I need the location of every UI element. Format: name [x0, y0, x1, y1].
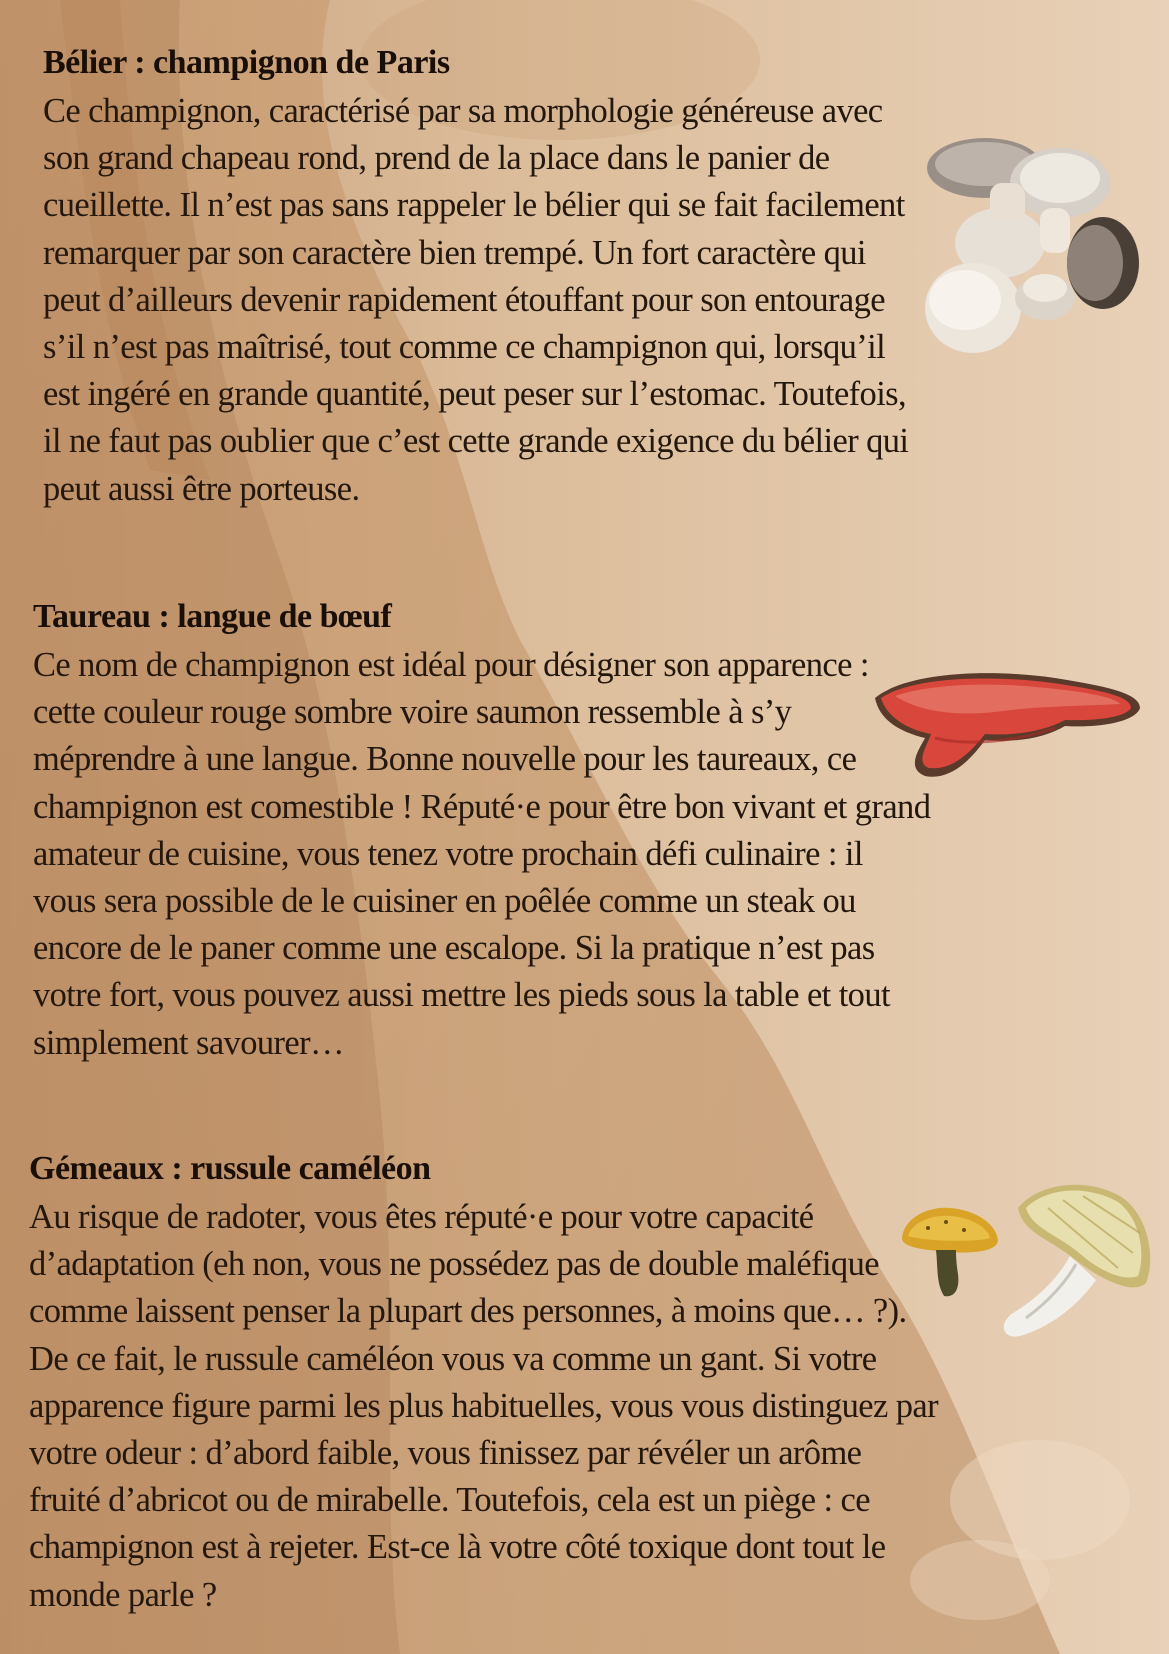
russula-illustration	[898, 1178, 1153, 1344]
section-belier	[43, 40, 923, 513]
section-title: Gémeaux : russule caméléon	[29, 1150, 431, 1187]
section-title: Taureau : langue de bœuf	[33, 598, 392, 635]
section-text: Au risque de radoter, vous êtes réputé·e pour votre capacité d’adaptation (eh non, vous ne possédez pas de double maléfique comme laissent penser la plupart des personnes, à moins que… ?). De ce fait, le russule caméléon vous va comme un gant. Si votre apparence figure parmi les plus habituelles, vous vous distinguez par votre odeur : d’abord faible, vous finissez par révéler un arôme fruité d’abricot ou de mirabelle. Toutefois, cela est un piège : ce champignon est à rejeter. Est-ce là votre côté toxique dont tout le monde parle ?	[29, 1198, 939, 1614]
section-text: Ce champignon, caractérisé par sa morphologie généreuse avec son grand chapeau rond, prend de la place dans le panier de cueillette. Il n’est pas sans rappeler le bélier qui se fait facilement remarquer par son caractère bien trempé. Un fort caractère qui peut d’ailleurs devenir rapidement étouffant pour son entourage s’il n’est pas maîtrisé, tout comme ce champignon qui, lorsqu’il est ingéré en grande quantité, peut peser sur l’estomac. Toutefois, il ne faut pas oublier que c’est cette grande exigence du bélier qui peut aussi être porteuse.	[43, 92, 909, 508]
button-mushrooms-illustration	[925, 128, 1140, 358]
beefsteak-fungus-illustration	[865, 668, 1145, 783]
section-taureau	[33, 594, 933, 1067]
section-text: Ce nom de champignon est idéal pour désigner son apparence : cette couleur rouge sombre voire saumon ressemble à s’y méprendre à une langue. Bonne nouvelle pour les taureaux, ce champignon est comestible ! Réputé·e pour être bon vivant et grand amateur de cuisine, vous tenez votre prochain défi culinaire : il vous sera possible de le cuisiner en poêlée comme un steak ou encore de le paner comme une escalope. Si la pratique n’est pas votre fort, vous pouvez aussi mettre les pieds sous la table et tout simplement savourer…	[33, 646, 931, 1062]
section-gemeaux	[29, 1146, 939, 1619]
section-title: Bélier : champignon de Paris	[43, 44, 450, 81]
